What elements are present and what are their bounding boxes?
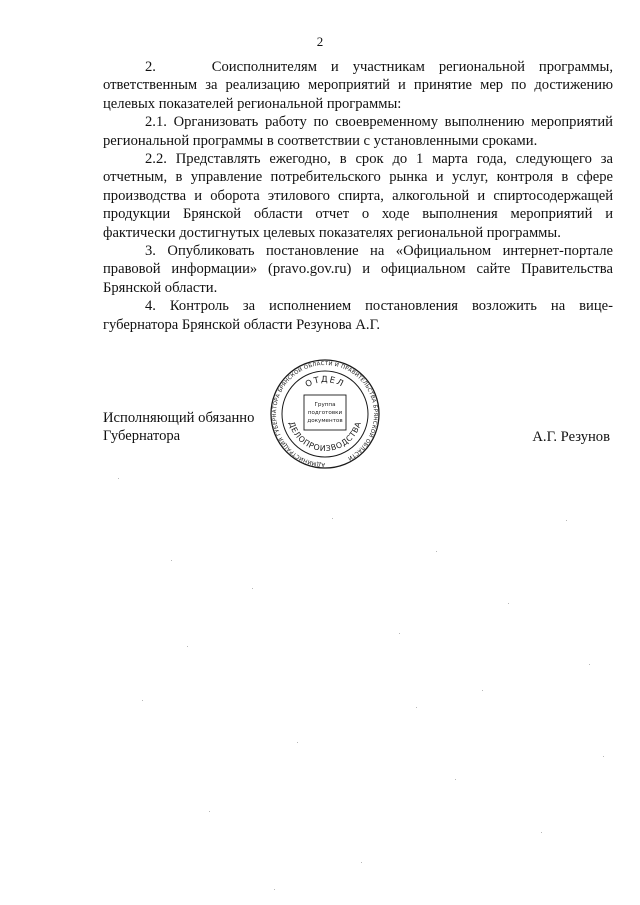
signatory-position-line1: Исполняющий обязанно: [103, 410, 255, 426]
paragraph-2: 2. Соисполнителям и участникам региональной программы, ответственным за реализацию мероприятий и принятие мер по достижению целевых показателей региональной программы:: [103, 59, 613, 112]
paragraph-3: 3. Опубликовать постановление на «Официальном интернет-портале правовой информации» (pravo.gov.ru) и официальном сайте Правительства Брянской области.: [103, 243, 613, 296]
scan-speck: [332, 518, 333, 519]
paragraph-2-2: 2.2. Представлять ежегодно, в срок до 1 марта года, следующего за отчетным, в управление потребительского рынка и услуг, контроля в сфере производства и оборота этилового спирта, алкогольной и спиртосодержащей продукции Брянской области отчет о ходе выполнения мероприятий и фактически достигнутых целевых показателях региональной программы.: [103, 151, 613, 241]
stamp-arc-top-text: ОТДЕЛ: [303, 374, 347, 390]
paragraph-4: 4. Контроль за исполнением постановления возложить на вице-губернатора Брянской области Резунова А.Г.: [103, 298, 613, 333]
scan-speck: [589, 664, 590, 665]
scan-speck: [416, 707, 417, 708]
signatory-name: А.Г. Резунов: [532, 429, 610, 445]
scan-speck: [455, 779, 456, 780]
stamp-arc-bottom-text: ДЕЛОПРОИЗВОДСТВА: [286, 420, 364, 454]
scan-speck: [482, 690, 483, 691]
scan-speck: [436, 551, 437, 552]
document-body: [103, 58, 613, 334]
stamp-outer-text: АДМИНИСТРАЦИЯ ГУБЕРНАТОРА БРЯНСКОЙ ОБЛАСТИ И ПРАВИТЕЛЬСТВА БРЯНСКОЙ ОБЛАСТИ: [271, 360, 379, 468]
stamp-seal-graphic: [260, 358, 390, 470]
stamp-center-line2: подготовки: [307, 410, 343, 416]
official-stamp: [260, 358, 390, 470]
page-number: 2: [316, 34, 324, 49]
signatory-position: [103, 409, 254, 446]
signatory-position-line2: Губернатора: [103, 428, 181, 445]
paragraph-2-1: 2.1. Организовать работу по своевременному выполнению мероприятий региональной программы в соответствии с установленными сроками.: [103, 114, 613, 149]
stamp-center-line3: документов: [307, 418, 343, 424]
scan-speck: [508, 603, 509, 604]
scan-speck: [187, 646, 188, 647]
scan-speck: [252, 588, 253, 589]
scan-speck: [566, 520, 567, 521]
scan-speck: [297, 742, 298, 743]
scan-speck: [171, 560, 172, 561]
scan-speck: [361, 862, 362, 863]
scan-speck: [118, 478, 119, 479]
scan-speck: [541, 832, 542, 833]
scan-speck: [603, 756, 604, 757]
stamp-center-line1: Группа: [314, 402, 336, 408]
scan-speck: [142, 700, 143, 701]
scan-speck: [274, 889, 275, 890]
scan-speck: [399, 633, 400, 634]
scan-speck: [209, 811, 210, 812]
